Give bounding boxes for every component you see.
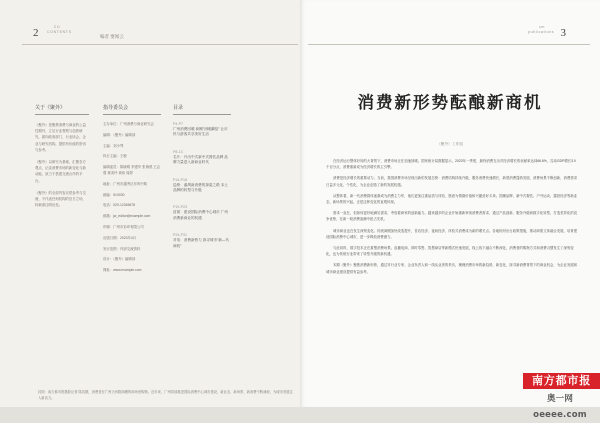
toc-column: [173, 104, 231, 261]
site-watermark: 奥一网 oeeee.com: [533, 394, 587, 420]
cover-caption: 封面：南方都市报摄影记者 陈其摄，消费者在广州天河路商圈的商场里购物。近年来，广州持续推进国际消费中心城市建设，新业态、新场景、新消费不断涌现，为城市发展注入新活力。: [38, 390, 293, 400]
article-paragraph: 在经济运行整体好转的大背景下，消费市场正在加速回暖。国家统计局数据显示，2023年一季度，最终消费支出对经济增长的贡献率达到66.6%，拉动GDP增长3.0个百分点，消费重新成为经济增长的主引擎。: [326, 159, 576, 170]
staff-item: 邮编：510030: [103, 192, 125, 197]
staff-item: 出版日期：2023年4月: [103, 235, 137, 240]
staff-item: 电话：020-12345678: [103, 203, 136, 208]
header-small-label: CO: [53, 25, 61, 29]
staff-item: 执行主编：王敏: [103, 154, 127, 159]
toc-entry[interactable]: [173, 178, 231, 194]
article-paragraph: 需求一直在，但如何更好地满足需求，考验着商家的创新能力。越来越多的企业开始重新审视消费者需求，通过产品创新、服务升级和数字化转型，打造差异化的竞争优势，在新一轮消费浪潮中抢占先机。: [326, 211, 578, 222]
staff-item: 邮箱：jw_editor@example.com: [103, 214, 151, 219]
page-number-left: 2: [33, 27, 39, 39]
toc-entry-page: P14-P18: [173, 177, 187, 182]
toc-entry-text: 对话：消费新势力 探寻城市“新—代商机”: [173, 238, 230, 248]
staff-item: 主编：刘小琴: [103, 143, 124, 148]
staff-item: 编辑委员：陈晓明 李建华 张海燕 王志强 林美玲 黄伟 周婷: [103, 165, 161, 175]
toc-entry[interactable]: [173, 122, 231, 138]
header-publications-label: publications: [528, 30, 555, 34]
toc-entry-page: P24-P31: [173, 233, 187, 238]
about-column: [35, 104, 89, 214]
staff-item: 设计：《聚外》编辑部: [103, 257, 136, 262]
toc-entry[interactable]: [173, 150, 231, 166]
article-paragraph: 从整体看，新一代消费群体逐渐成为消费主力军，他们更加注重品质与体验，愿意为情绪价值和兴趣爱好买单。国潮品牌、新中式餐饮、户外运动、露营经济等新业态、新场景的兴起，正是这种变化的直观体现。: [326, 193, 578, 205]
staff-item: 网址：www.example.com: [103, 268, 142, 273]
about-paragraph: 《聚外》的全部内容仅供参考与交流，不代表任何机构的官方立场，转载请注明出处。: [35, 190, 86, 208]
article-paragraph: 本期《聚外》聚焦消费新形势，通过对行业专家、企业负责人和一线从业者的采访，梳理消费市场的新趋势、新变化，探寻新消费背景下的商业机会，为企业发展和城市商业建设提供有益参考。: [326, 263, 578, 274]
header-rule-left: [22, 44, 298, 45]
article-body: [326, 158, 578, 280]
header-rule-right: [308, 44, 590, 45]
article-paragraph: 消费是经济增长的重要动力。当前，我国消费市场呈现出新的发展态势：消费结构持续升级，服务消费快速增长，新型消费蓬勃发展，消费场景不断创新，消费需求日益多元化、个性化，为企业创造了新的发展机遇。: [326, 176, 578, 187]
staff-item: 编辑：《聚外》编辑部: [103, 132, 136, 137]
toc-entry-text: 名片：开出中式新中式餐饮品牌 品牌力量进入新商业时代: [173, 154, 228, 165]
staff-item: 主办单位：广州消费与商业研究会: [103, 122, 154, 126]
toc-entry-text: 趋势：番禺新消费的探索之路 本土品牌的转型与升级: [173, 182, 228, 193]
toc-title: 目录: [173, 104, 231, 115]
header-contents-label: CONTENTS: [47, 30, 72, 34]
page-number-right: 3: [560, 27, 566, 39]
article-paragraph: 城市商业也在发生深刻变化。传统商圈加快改造提升，首店经济、夜间经济、体验式消费成为新的增长点。各地纷纷出台政策措施，推动商旅文体融合发展，培育建设国际消费中心城市，进一步释放消费潜力。: [326, 228, 578, 239]
toc-entry-text: 封面：建设国际消费中心城市 广州消费新商业的机遇: [173, 210, 228, 220]
right-page: [300, 0, 600, 420]
header-section-title: 编者 要闻云: [100, 34, 124, 39]
left-page: [0, 0, 300, 407]
staff-title: 指导委员会: [103, 104, 161, 115]
staff-item: 地址：广州市越秀区东风中路: [103, 181, 148, 186]
toc-entry-page: P19-P23: [173, 205, 187, 210]
article-headline: 消费新形势酝酿新商机: [357, 93, 543, 112]
toc-entry[interactable]: [173, 205, 231, 221]
toc-entry-text: 广州消费回暖 商圈“回暖翻倍” 让市民与游客共享美好生活: [173, 127, 228, 137]
about-paragraph: 《聚外》以研究为基础，汇聚各方观点，记录消费市场的新变化与新动能，致力于搭建交流合作的平台。: [35, 160, 86, 183]
article-paragraph: 与此同时，数字技术正在重塑消费场景。直播电商、即时零售、智慧商店等新模式快速发展，线上线下融合不断深化，消费者的购物方式和消费习惯发生了深刻变化，也为传统行业带来了转型升级的新机遇。: [326, 246, 574, 257]
toc-entry-page: P4-P7: [173, 122, 183, 126]
article-byline: 《聚外》工作组: [437, 142, 463, 146]
about-paragraph: 《聚外》是聚焦消费与商业的公益性期刊，立足行业观察与趋势研究，面向政府部门、行业协会、企业与研究机构，提供有价值的资讯与参考。: [35, 123, 86, 152]
staff-item: 印刷：广州市彩印有限公司: [103, 224, 144, 229]
newspaper-logo-stamp: 南方都市报: [523, 373, 600, 389]
staff-item: 发行范围：内部交流资料: [103, 246, 141, 251]
about-title: 关于《聚外》: [35, 104, 89, 115]
header-small-label: cm: [539, 25, 545, 29]
toc-entry-page: P8-13: [173, 149, 183, 154]
staff-column: [103, 104, 161, 279]
toc-entry[interactable]: [173, 233, 231, 249]
